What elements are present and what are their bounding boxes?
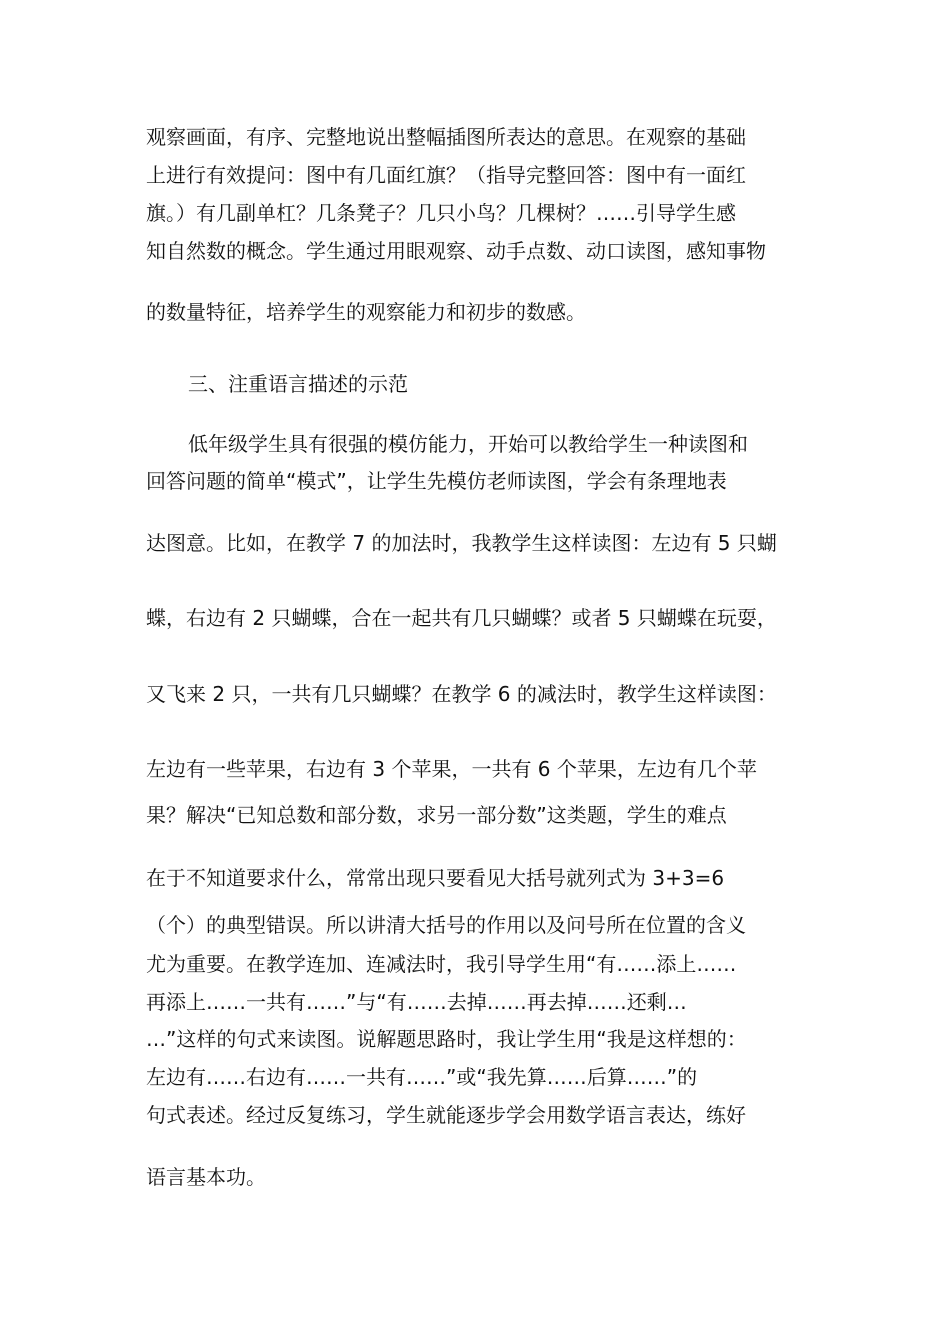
section-heading: 三、注重语言描述的示范 (188, 372, 408, 396)
paragraph2-line-2: 回答问题的简单“模式”，让学生先模仿老师读图，学会有条理地表 (146, 469, 727, 493)
paragraph2-line-9: （个）的典型错误。所以讲清大括号的作用以及问号所在位置的含义 (146, 913, 746, 937)
paragraph2-line-11: 再添上……一共有……”与“有……去掉……再去掉……还剩… (146, 990, 687, 1014)
paragraph2-line-8: 在于不知道要求什么，常常出现只要看见大括号就列式为 3+3=6 (146, 866, 725, 890)
paragraph2-line-5: 又飞来 2 只，一共有几只蝴蝶？在教学 6 的减法时，教学生这样读图： (146, 682, 777, 706)
paragraph1-line-1: 观察画面，有序、完整地说出整幅插图所表达的意思。在观察的基础 (146, 125, 746, 149)
paragraph1-line-2: 上进行有效提问：图中有几面红旗？（指导完整回答：图中有一面红 (146, 163, 746, 187)
paragraph1-line-5: 的数量特征，培养学生的观察能力和初步的数感。 (146, 300, 586, 324)
paragraph1-line-3: 旗。）有几副单杠？几条凳子？几只小鸟？几棵树？……引导学生感 (146, 201, 736, 225)
paragraph2-line-7: 果？解决“已知总数和部分数，求另一部分数”这类题，学生的难点 (146, 803, 727, 827)
paragraph2-line-14: 句式表述。经过反复练习，学生就能逐步学会用数学语言表达，练好 (146, 1103, 746, 1127)
paragraph2-line-12: …”这样的句式来读图。说解题思路时，我让学生用“我是这样想的： (146, 1027, 747, 1051)
paragraph2-line-4: 蝶，右边有 2 只蝴蝶，合在一起共有几只蝴蝶？或者 5 只蝴蝶在玩耍， (146, 606, 777, 630)
paragraph2-line-1: 低年级学生具有很强的模仿能力，开始可以教给学生一种读图和 (188, 432, 748, 456)
paragraph2-line-15: 语言基本功。 (146, 1165, 266, 1189)
paragraph2-line-6: 左边有一些苹果，右边有 3 个苹果，一共有 6 个苹果，左边有几个苹 (146, 757, 757, 781)
paragraph1-line-4: 知自然数的概念。学生通过用眼观察、动手点数、动口读图，感知事物 (146, 239, 766, 263)
paragraph2-line-13: 左边有……右边有……一共有……”或“我先算……后算……”的 (146, 1065, 698, 1089)
paragraph2-line-3: 达图意。比如，在教学 7 的加法时，我教学生这样读图：左边有 5 只蝴 (146, 531, 777, 555)
paragraph2-line-10: 尤为重要。在教学连加、连减法时，我引导学生用“有……添上…… (146, 952, 737, 976)
